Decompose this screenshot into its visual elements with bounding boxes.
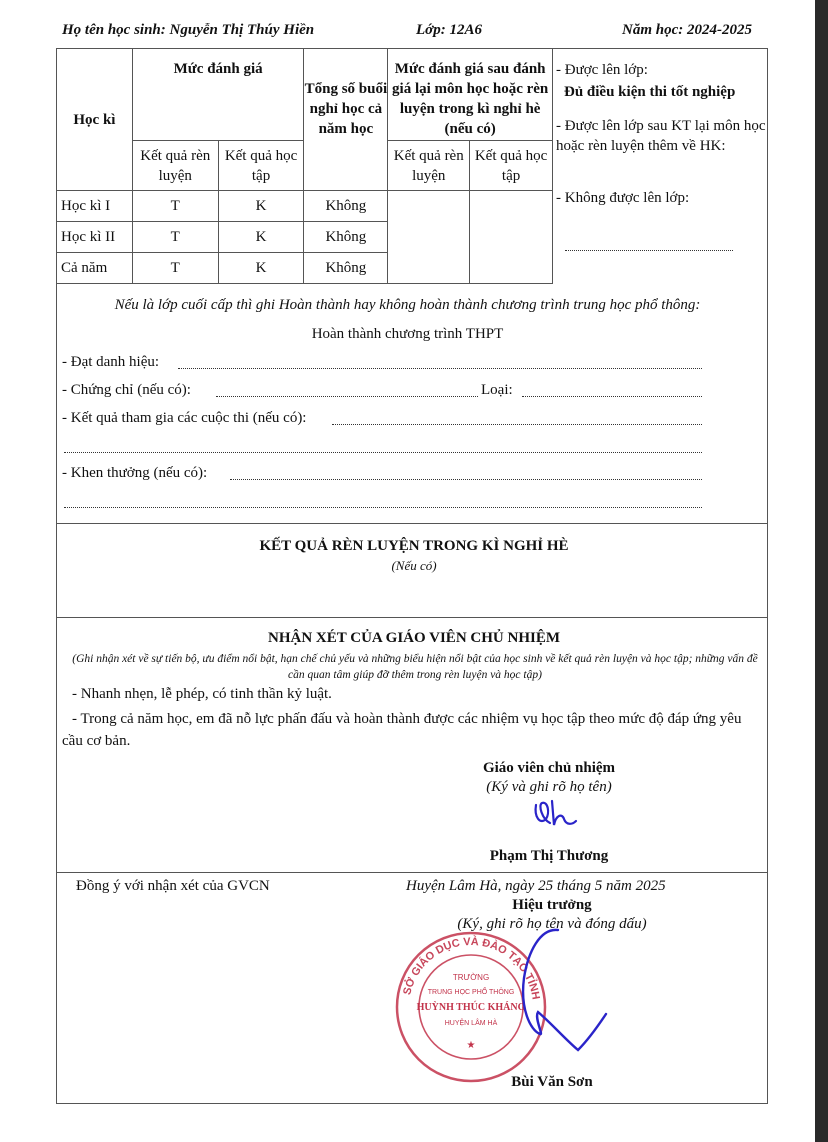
header-absent: Tổng số buổi nghỉ học cả năm học bbox=[304, 49, 388, 191]
dotted-line bbox=[230, 479, 702, 480]
table-row bbox=[57, 191, 553, 222]
header-conduct: Kết quả rèn luyện bbox=[132, 141, 218, 191]
row-reassess-study bbox=[470, 191, 553, 284]
promotion-panel bbox=[556, 60, 766, 208]
dotted-line bbox=[64, 452, 702, 453]
field-rewards: - Khen thưởng (nếu có): bbox=[62, 465, 208, 481]
field-certificate: - Chứng chỉ (nếu có): bbox=[62, 382, 191, 398]
header-assessment: Mức đánh giá bbox=[132, 49, 304, 141]
teacher-note: (Ghi nhận xét về sự tiến bộ, ưu điểm nổi bật, hạn chế chủ yếu và những biểu hiện nổi bật của học sinh về kết quả rèn luyện và học tập; những vấn đề cần quan tâm giúp đỡ thêm trong rèn luyện và học tập) bbox=[72, 653, 758, 681]
stamp-star-icon: ★ bbox=[466, 1040, 476, 1051]
header-conduct-2: Kết quả rèn luyện bbox=[388, 141, 470, 191]
student-name: Họ tên học sinh: Nguyễn Thị Thúy Hiền bbox=[62, 22, 315, 38]
row-study: K bbox=[218, 191, 304, 222]
teacher-signature bbox=[530, 797, 580, 833]
teacher-sign-note: (Ký và ghi rõ họ tên) bbox=[486, 779, 612, 795]
school-year: Năm học: 2024-2025 bbox=[622, 22, 752, 38]
principal-name: Bùi Văn Sơn bbox=[511, 1074, 593, 1090]
field-type: Loại: bbox=[481, 382, 513, 398]
header-study-2: Kết quả học tập bbox=[470, 141, 553, 191]
header-semester: Học kì bbox=[57, 49, 133, 191]
promotion-line-4: - Không được lên lớp: bbox=[556, 190, 690, 206]
dotted-line bbox=[332, 424, 702, 425]
row-absent: Không bbox=[304, 222, 388, 253]
teacher-name: Phạm Thị Thương bbox=[489, 848, 609, 864]
class-label: Lớp: 12A6 bbox=[416, 22, 482, 38]
stamp-line-1: TRƯỜNG bbox=[452, 973, 490, 982]
stamp-line-3: HUỲNH THÚC KHÁNG bbox=[416, 1002, 526, 1013]
row-reassess-conduct bbox=[388, 191, 470, 284]
dotted-line bbox=[216, 396, 478, 397]
place-date: Huyện Lâm Hà, ngày 25 tháng 5 năm 2025 bbox=[406, 878, 666, 894]
stamp-ring-text: SỞ GIÁO DỤC VÀ ĐÀO TẠO TỈNH bbox=[401, 935, 542, 1001]
dotted-line bbox=[178, 368, 702, 369]
section-divider bbox=[56, 872, 768, 873]
row-conduct: T bbox=[132, 222, 218, 253]
row-term: Học kì II bbox=[57, 222, 133, 253]
agree-note: Đồng ý với nhận xét của GVCN bbox=[76, 878, 270, 894]
principal-sign-note: (Ký, ghi rõ họ tên và đóng dấu) bbox=[457, 916, 647, 932]
summer-title: KẾT QUẢ RÈN LUYỆN TRONG KÌ NGHỈ HÈ bbox=[259, 538, 569, 554]
section-divider bbox=[56, 617, 768, 618]
promotion-line-3: - Được lên lớp sau KT lại môn học hoặc rèn luyện thêm về HK: bbox=[556, 118, 766, 154]
scroll-edge bbox=[815, 0, 828, 1142]
principal-signature bbox=[500, 922, 620, 1072]
header-reassess: Mức đánh giá sau đánh giá lại môn học hoặc rèn luyện trong kì nghỉ hè (nếu có) bbox=[388, 49, 553, 141]
grade-table bbox=[56, 48, 553, 284]
graduation-value: Hoàn thành chương trình THPT bbox=[311, 326, 504, 342]
graduation-note: Nếu là lớp cuối cấp thì ghi Hoàn thành hay không hoàn thành chương trình trung học phổ thông: bbox=[114, 297, 701, 313]
row-study: K bbox=[218, 253, 304, 284]
row-term: Cả năm bbox=[57, 253, 133, 284]
principal-role: Hiệu trưởng bbox=[512, 897, 592, 913]
header-study: Kết quả học tập bbox=[218, 141, 304, 191]
row-absent: Không bbox=[304, 191, 388, 222]
stamp-line-2: TRUNG HỌC PHỔ THÔNG bbox=[427, 989, 515, 996]
row-term: Học kì I bbox=[57, 191, 133, 222]
section-divider bbox=[56, 523, 768, 524]
teacher-title: NHẬN XÉT CỦA GIÁO VIÊN CHỦ NHIỆM bbox=[268, 630, 560, 646]
dotted-line bbox=[565, 250, 733, 251]
promotion-line-2: Đủ điều kiện thi tốt nghiệp bbox=[564, 84, 736, 100]
teacher-comment-2: - Trong cả năm học, em đã nỗ lực phấn đấu và hoàn thành được các nhiệm vụ học tập theo mức độ đáp ứng yêu cầu cơ bản. bbox=[62, 711, 742, 749]
field-title-award: - Đạt danh hiệu: bbox=[62, 354, 160, 370]
row-study: K bbox=[218, 222, 304, 253]
promotion-line-1: - Được lên lớp: bbox=[556, 62, 648, 78]
summer-subtitle: (Nếu có) bbox=[391, 558, 437, 573]
teacher-role: Giáo viên chủ nhiệm bbox=[482, 760, 616, 776]
stamp-line-4: HUYỆN LÂM HÀ bbox=[444, 1020, 498, 1027]
dotted-line bbox=[64, 507, 702, 508]
row-conduct: T bbox=[132, 253, 218, 284]
field-contests: - Kết quả tham gia các cuộc thi (nếu có): bbox=[62, 410, 307, 426]
row-conduct: T bbox=[132, 191, 218, 222]
dotted-line bbox=[522, 396, 702, 397]
teacher-comment-1: - Nhanh nhẹn, lễ phép, có tinh thần kỷ luật. bbox=[72, 686, 332, 702]
row-absent: Không bbox=[304, 253, 388, 284]
